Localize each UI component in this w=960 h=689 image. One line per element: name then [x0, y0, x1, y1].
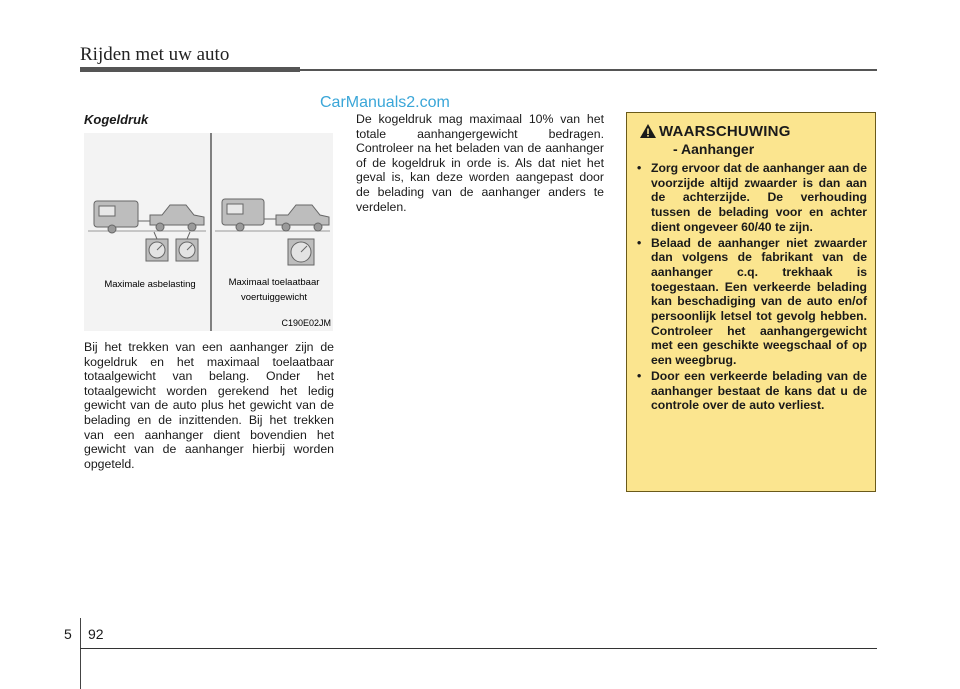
- paragraph-middle: De kogeldruk mag maximaal 10% van het totale aanhangergewicht bedragen. Controleer na het beladen van de aanhanger of de kogeldruk in orde is. Als dat niet het geval is, kan deze worden aangepast door de belading van de aanhanger anders te verdelen.: [356, 112, 604, 214]
- footer-rule: [80, 648, 877, 649]
- bullet-icon: •: [637, 235, 642, 250]
- warning-heading: WAARSCHUWING: [659, 123, 791, 140]
- footer-divider-vertical: [80, 618, 81, 689]
- section-title: Kogeldruk: [84, 112, 149, 127]
- bullet-icon: •: [637, 161, 642, 175]
- paragraph-left: Bij het trekken van een aanhanger zijn de kogeldruk en het maximaal toelaatbaar totaalgewicht van belang. Onder het totaalgewicht worden gerekend het ledig gewicht van de auto plus het gewicht van de belading en de inzittenden. Bij het trekken van een aanhanger dient bovendien het gewicht van de aanhanger hierbij worden opgeteld.: [84, 340, 334, 471]
- figure-label-right-line2: voertuiggewicht: [240, 292, 308, 303]
- warning-item-text: Door een verkeerde belading van de aanhanger bestaat de kans dat u de controle over de auto verliest.: [651, 368, 867, 413]
- page-number: 92: [88, 626, 104, 642]
- warning-box: [626, 112, 876, 492]
- warning-list: [635, 161, 867, 413]
- figure: [84, 133, 333, 331]
- header-rule-thick: [80, 67, 300, 72]
- warning-subheading: - Aanhanger: [673, 141, 755, 157]
- right-scale: [288, 239, 314, 265]
- warning-item: [635, 161, 867, 235]
- figure-label-left: Maximale asbelasting: [104, 279, 196, 290]
- left-scales: [146, 232, 198, 261]
- chapter-title: Rijden met uw auto: [80, 44, 230, 65]
- header-rule-thin: [300, 69, 877, 71]
- figure-label-right-line1: Maximaal toelaatbaar: [228, 277, 320, 288]
- towing-illustration: [84, 133, 333, 331]
- watermark[interactable]: CarManuals2.com: [320, 94, 450, 111]
- warning-item: [635, 236, 867, 368]
- warning-triangle-icon: [639, 123, 657, 139]
- left-scene-trailer-car: [88, 201, 206, 233]
- warning-item: [635, 369, 867, 413]
- bullet-icon: •: [637, 368, 642, 383]
- right-scene-trailer-car: [215, 199, 330, 231]
- warning-item-text: Belaad de aanhanger niet zwaarder dan volgens de fabrikant van de aanhanger c.q. trekhaak is toegestaan. Een verkeerde belading kan beschadiging van de auto en/of persoonlijk letsel tot gevolg hebben. Controleer het aanhangergewicht met een geschikte weegschaal of op een weegbrug.: [651, 235, 867, 368]
- figure-code: C190E02JM: [281, 318, 331, 328]
- page-chapter-number: 5: [64, 626, 72, 642]
- warning-item-text: Zorg ervoor dat de aanhanger aan de voorzijde altijd zwaarder is dan aan de achterzijde. De verhouding tussen de belading voor en achter dient ongeveer 60/40 te zijn.: [651, 161, 867, 234]
